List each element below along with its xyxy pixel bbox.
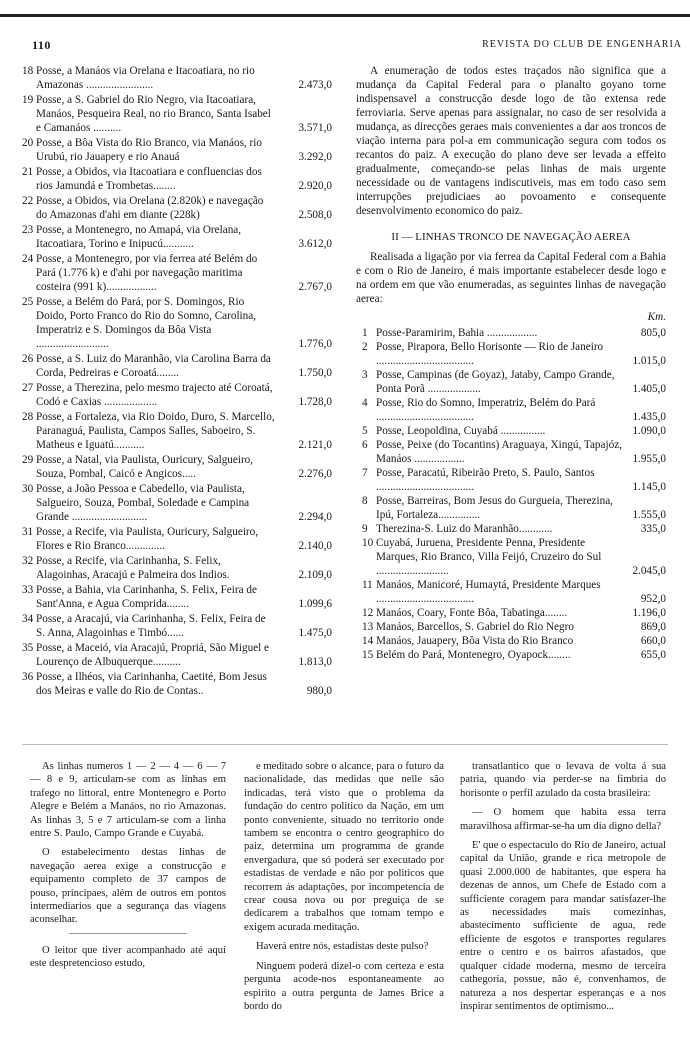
railway-entry (22, 295, 332, 351)
entry-text: Manáos, Jauapery, Bôa Vista do Rio Branco (376, 635, 574, 647)
entry-text: Posse, a Maceió, via Aracajú, Propriá, São Miguel e Lourenço de Albuquerque.......... (36, 642, 270, 668)
paragraph: As linhas numeros 1 — 2 — 4 — 6 — 7 — 8 e 9, articulam-se com as linhas em trafego no littoral, entre Montenegro e Porto Alegre e Belém a Manáos, no rio Amazonas. As linhas 3, 5 e 7 articulam-se com a linha entre S. Paulo, Campo Grande e Cuyabá. (30, 761, 226, 840)
entry-value: 1.090,0 (632, 425, 666, 437)
bottom-column-1 (30, 760, 226, 977)
entry-number: 8 (362, 495, 368, 507)
entry-text: Posse, Paracatú, Ribeirão Preto, S. Paulo, Santos ................................... (376, 467, 595, 493)
entry-value: 1.776,0 (298, 338, 332, 350)
entry-text: Posse, a Montenegro, no Amapá, via Orelana, Itacoatiara, Torino e Inipucú........... (36, 224, 242, 250)
entry-value: 1.475,0 (298, 627, 332, 639)
divider (69, 933, 187, 934)
entry-value: 1.145,0 (632, 481, 666, 493)
air-line-entry (356, 368, 666, 396)
entry-text: Posse, a Bôa Vista do Rio Branco, via Manáos, rio Urubú, rio Jauapery e rio Anauá (36, 137, 262, 163)
entry-number: 32 (22, 555, 34, 567)
entry-number: 10 (362, 537, 374, 549)
entry-number: 20 (22, 137, 34, 149)
air-line-entry (356, 578, 666, 606)
entry-number: 25 (22, 296, 34, 308)
entry-value: 3.292,0 (298, 151, 332, 163)
air-line-entry (356, 620, 666, 634)
entry-number: 14 (362, 635, 374, 647)
railway-entry (22, 670, 332, 698)
entry-number: 26 (22, 353, 34, 365)
paragraph: Ninguem poderá dizel-o com certeza e esta pergunta acode-nos espontaneamente ao espirito a outra pergunta de James Brice a bordo do (244, 960, 444, 1012)
railway-entry (22, 252, 332, 294)
entry-text: Posse, a S. Gabriel do Rio Negro, via Itacoatiara, Manáos, Pesqueira Real, no rio Branco, Santa Isabel e Camanáos .......... (36, 94, 271, 134)
entry-text: Posse, a Aracajú, via Carinhanha, S. Felix, Feira de S. Anna, Alagoinhas e Timbó...... (36, 613, 266, 639)
entry-text: Posse, a S. Luiz do Maranhão, via Carolina Barra da Corda, Pedreiras e Coroatá........ (36, 353, 271, 379)
entry-number: 7 (362, 467, 368, 479)
entry-value: 1.196,0 (632, 607, 666, 619)
right-column (356, 64, 666, 662)
entry-text: Posse, Barreiras, Bom Jesus do Gurgueia, Therezina, Ipú, Fortaleza............... (376, 495, 613, 521)
entry-text: Posse, a Recife, via Carinhanha, S. Felix, Alagoinhas, Aracajú e Palmeira dos Indios. (36, 555, 230, 581)
entry-value: 2.767,0 (298, 281, 332, 293)
air-line-entry (356, 648, 666, 662)
entry-value: 1.813,0 (298, 656, 332, 668)
railway-entry (22, 482, 332, 524)
entry-value: 2.920,0 (298, 180, 332, 192)
entry-text: Posse, a Therezina, pelo mesmo trajecto até Coroatá, Codó e Caxias ................... (36, 382, 273, 408)
entry-text: Posse, a Natal, via Paulista, Ouricury, Salgueiro, Souza, Pombal, Caicó e Angicos..... (36, 454, 254, 480)
entry-number: 33 (22, 584, 34, 596)
entry-value: 3.612,0 (298, 238, 332, 250)
railway-entry (22, 612, 332, 640)
entry-number: 28 (22, 411, 34, 423)
journal-title: REVISTA DO CLUB DE ENGENHARIA (482, 39, 682, 50)
railway-entry (22, 525, 332, 553)
bottom-column-2 (244, 760, 444, 1019)
entry-value: 1.728,0 (298, 396, 332, 408)
entry-text: Posse, a Obidos, via Orelana (2.820k) e navegação do Amazonas d'ahi em diante (228k) (36, 195, 264, 221)
air-line-entry (356, 438, 666, 466)
entry-number: 35 (22, 642, 34, 654)
entry-number: 30 (22, 483, 34, 495)
railway-entry (22, 381, 332, 409)
entry-value: 869,0 (640, 621, 666, 633)
air-line-entry (356, 522, 666, 536)
entry-text: Therezina-S. Luiz do Maranhão............ (376, 523, 553, 535)
entry-value: 2.045,0 (632, 565, 666, 577)
entry-value: 1.099,6 (298, 598, 332, 610)
left-column-railway-list (22, 64, 332, 699)
railway-entry (22, 554, 332, 582)
paragraph: transatlantico que o levava de volta á sua patria, quando via perder-se na fimbria do horisonte o perfil azulado da costa brasileira: (460, 761, 666, 799)
entry-number: 6 (362, 439, 368, 451)
entry-text: Cuyabá, Juruena, Presidente Penna, Presidente Marques, Rio Branco, Villa Feijó, Cruzeiro do Sul .......................... (376, 537, 602, 577)
air-line-entry (356, 494, 666, 522)
entry-number: 22 (22, 195, 34, 207)
entry-text: Posse, a Montenegro, por via ferrea até Belém do Pará (1.776 k) e d'ahi por navegação maritima costeira (991 k).................. (36, 253, 258, 293)
paragraph: — O homem que habita essa terra maravilhosa affirmar-se-ha um dia digno della? (460, 807, 666, 832)
air-line-entry (356, 340, 666, 368)
entry-value: 2.508,0 (298, 209, 332, 221)
section-divider (22, 744, 668, 745)
entry-text: Posse, a Bahia, via Carinhanha, S. Felix, Feira de Sant'Anna, e Agua Comprida........ (36, 584, 257, 610)
entry-number: 29 (22, 454, 34, 466)
entry-number: 19 (22, 94, 34, 106)
entry-number: 15 (362, 649, 374, 661)
intro-paragraph: A enumeração de todos estes traçados não significa que a mudança da Capital Federal para o planalto goyano torne indispensavel a construcção desde logo de tão extensa rede ferroviaria. Serve apenas para assignalar, no caso de ser resolvida a mudança, as direcções geraes mais convenientes a dar aos troncos de viação interna para pol-a em communicação segura com todos os recantos do paiz. A execução do plano deve ser levada a effeito gradualmente, começando-se pelas linhas de mais urgente necessidade ou de vantagens indiscutiveis, mas em todo caso sem interrupções prejudiciaes ao povoamento e consequente desenvolvimento economico do paiz. (356, 65, 666, 217)
entry-text: Posse, Leopoldina, Cuyabá ................ (376, 425, 546, 437)
entry-number: 18 (22, 65, 34, 77)
entry-number: 3 (362, 369, 368, 381)
railway-entry (22, 64, 332, 92)
entry-number: 12 (362, 607, 374, 619)
entry-number: 27 (22, 382, 34, 394)
entry-value: 2.121,0 (298, 439, 332, 451)
air-line-entry (356, 606, 666, 620)
entry-value: 335,0 (640, 523, 666, 535)
paragraph: e meditado sobre o alcance, para o futuro da nacionalidade, das medidas que nelle são indicadas, terá visto que o problema da fundação do centro politico da Nação, em um ponto conveniente, situado no territorio onde tambem se encontra o centro geographico do paiz, determina um programma de grande envergadura, que só poderá ser executado por estadistas de verdade e não por politicos que recorrem ás adaptações, por incompetencia de crear cousa nova ou por preguiça de se dedicarem a trabalhos que tomam tempo e exigem acurada meditação. (244, 761, 444, 933)
entry-value: 2.109,0 (298, 569, 332, 581)
entry-text: Posse, Pirapora, Bello Horisonte — Rio de Janeiro ................................... (376, 341, 604, 367)
railway-entry (22, 352, 332, 380)
entry-value: 2.276,0 (298, 468, 332, 480)
entry-value: 2.473,0 (298, 79, 332, 91)
entry-number: 21 (22, 166, 34, 178)
entry-text: Posse, Rio do Somno, Imperatriz, Belém do Pará ................................... (376, 397, 596, 423)
railway-entry (22, 136, 332, 164)
entry-text: Belém do Pará, Montenegro, Oyapock........ (376, 649, 571, 661)
entry-value: 952,0 (640, 593, 666, 605)
entry-text: Posse-Paramirim, Bahia .................. (376, 327, 538, 339)
entry-text: Posse, a Ilhéos, via Carinhanha, Caetité, Bom Jesus dos Meiras e valle do Rio de Contas.. (36, 671, 267, 697)
entry-value: 980,0 (306, 685, 332, 697)
entry-text: Posse, a Fortaleza, via Rio Doido, Duro, S. Marcello, Paranaguá, Paulista, Campos Salles, Saboeiro, S. Matheus e Iguatú........... (36, 411, 275, 451)
air-line-entry (356, 424, 666, 438)
railway-entry (22, 223, 332, 251)
air-line-entry (356, 536, 666, 578)
railway-entry (22, 453, 332, 481)
section-title: II — LINHAS TRONCO DE NAVEGAÇÃO AEREA (391, 231, 631, 243)
railway-entry (22, 194, 332, 222)
entry-number: 24 (22, 253, 34, 265)
entry-value: 660,0 (640, 635, 666, 647)
paragraph: O estabelecimento destas linhas de navegação aerea exige a construcção e equipamento completo de 37 campos de pouso, principaes, além de outros em pontos intermediarios que a segurança das viagens aconselhar. (30, 847, 226, 926)
entry-number: 34 (22, 613, 34, 625)
entry-text: Posse, a Belém do Pará, por S. Domingos, Rio Doido, Porto Franco do Rio do Somno, Carolina, Imperatriz e S. Domingos da Bôa Vista .......................... (36, 296, 257, 350)
entry-text: Manáos, Manicoré, Humaytá, Presidente Marques ................................... (376, 579, 601, 605)
entry-text: Posse, a Obidos, via Itacoatiara e confluencias dos rios Jamundá e Trombetas........ (36, 166, 262, 192)
entry-value: 2.294,0 (298, 511, 332, 523)
entry-value: 805,0 (640, 327, 666, 339)
top-rule (0, 14, 690, 17)
entry-text: Posse, Campinas (de Goyaz), Jataby, Campo Grande, Ponta Porã ................... (376, 369, 615, 395)
page-number: 110 (32, 38, 51, 52)
entry-value: 3.571,0 (298, 122, 332, 134)
entry-text: Manáos, Coary, Fonte Bôa, Tabatinga........ (376, 607, 568, 619)
air-line-entry (356, 466, 666, 494)
paragraph: E' que o espectaculo do Rio de Janeiro, actual capital da União, grande e rica metropole de quasi 2.000.000 de habitantes, que espera ha dezenas de annos, um Chefe de Estado com a sufficiente coragem para mandar satisfazer-lhe as necessidades mais comezinhas, abastecimento sufficiente de agua, rede efficiente de esgotos e transportes regulares entre o centro e os bairros afastados, que qualquer cidade moderna, mesmo de terceira cathegoria, possue, não é, convenhamos, de natureza a nos despertar esperanças e a nos inspirar sentimentos de optimismo... (460, 840, 666, 1012)
entry-value: 655,0 (640, 649, 666, 661)
entry-value: 1.750,0 (298, 367, 332, 379)
entry-number: 36 (22, 671, 34, 683)
section-intro: Realisada a ligação por via ferrea da Capital Federal com a Bahia e com o Rio de Janeiro, é mais importante estabelecer desde logo e na ordem em que vão enumeradas, as seguintes linhas de navegação aerea: (356, 251, 666, 305)
railway-entry (22, 641, 332, 669)
entry-value: 1.955,0 (632, 453, 666, 465)
entry-value: 1.015,0 (632, 355, 666, 367)
entry-number: 5 (362, 425, 368, 437)
entry-number: 11 (362, 579, 373, 591)
page-header (32, 38, 682, 52)
air-line-entry (356, 634, 666, 648)
entry-number: 23 (22, 224, 34, 236)
paragraph: Haverá entre nós, estadistas deste pulso? (256, 941, 429, 953)
entry-number: 13 (362, 621, 374, 633)
entry-number: 1 (362, 327, 368, 339)
km-label: Km. (647, 311, 666, 323)
air-line-entry (356, 396, 666, 424)
entry-text: Posse, a Recife, via Paulista, Ouricury, Salgueiro, Flores e Rio Branco.............. (36, 526, 259, 552)
railway-entry (22, 165, 332, 193)
entry-value: 1.435,0 (632, 411, 666, 423)
entry-value: 1.405,0 (632, 383, 666, 395)
air-lines-list (356, 326, 666, 662)
bottom-column-3 (460, 760, 666, 1019)
paragraph: O leitor que tiver acompanhado até aqui este despretencioso estudo, (30, 944, 226, 970)
railway-entry (22, 93, 332, 135)
entry-number: 9 (362, 523, 368, 535)
entry-number: 2 (362, 341, 368, 353)
entry-number: 31 (22, 526, 34, 538)
railway-entry (22, 583, 332, 611)
entry-text: Posse, Peixe (do Tocantins) Araguaya, Xingú, Tapajóz, Manáos .................. (376, 439, 622, 465)
entry-number: 4 (362, 397, 368, 409)
railway-entry (22, 410, 332, 452)
entry-value: 1.555,0 (632, 509, 666, 521)
air-line-entry (356, 326, 666, 340)
entry-value: 2.140,0 (298, 540, 332, 552)
entry-text: Posse, a João Pessoa e Cabedello, via Paulista, Salgueiro, Souza, Pombal, Soledade e Campina Grande ........................... (36, 483, 250, 523)
entry-text: Posse, a Manáos via Orelana e Itacoatiara, no rio Amazonas ........................ (36, 65, 255, 91)
entry-text: Manáos, Barcellos, S. Gabriel do Rio Negro (376, 621, 574, 633)
